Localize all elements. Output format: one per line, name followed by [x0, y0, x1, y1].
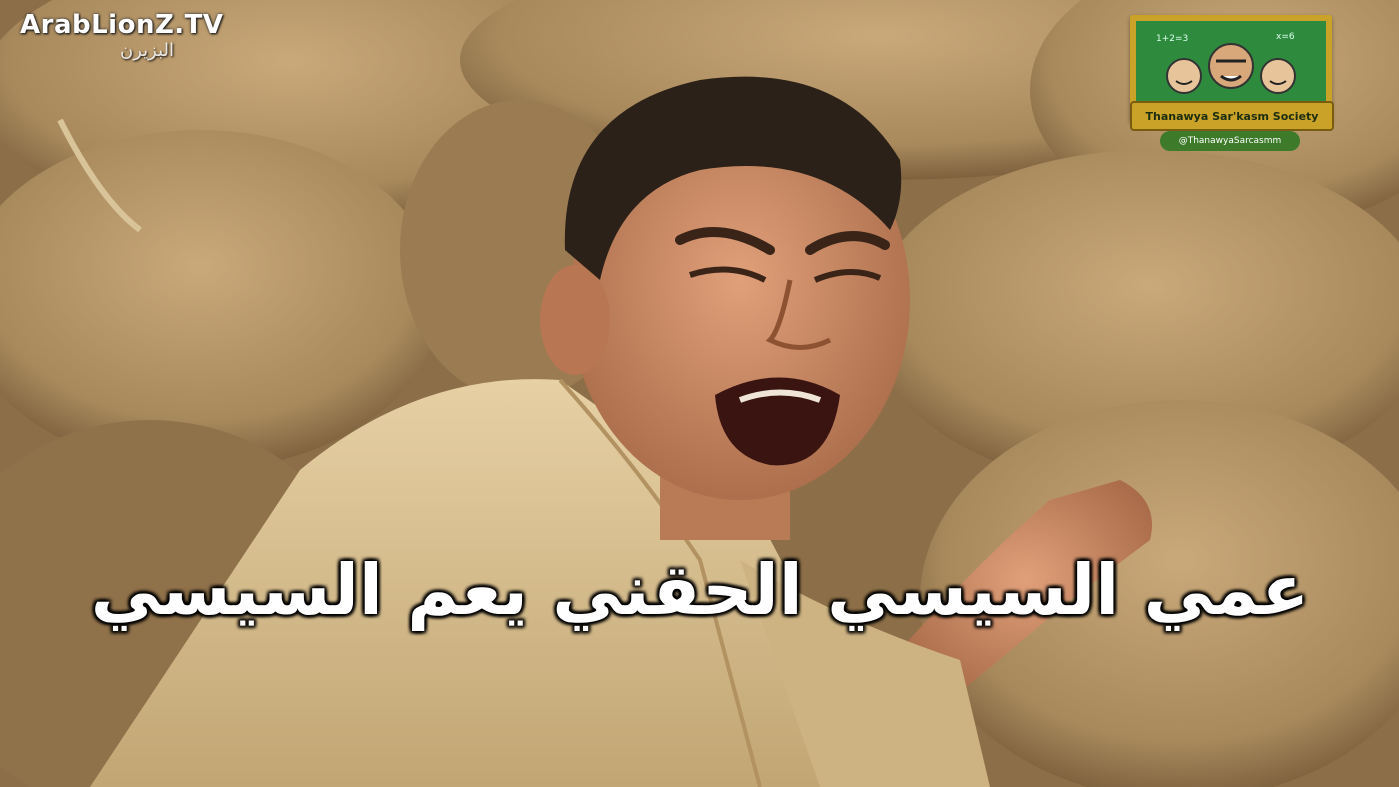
logo-banner: Thanawya Sar'kasm Society [1130, 101, 1334, 131]
watermark-brand: ArabLionZ.TV [20, 10, 224, 40]
svg-text:x=6: x=6 [1276, 32, 1295, 42]
watermark-channel: البزيرن [120, 40, 175, 61]
logo-handle: @ThanawyaSarcasmm [1160, 131, 1300, 151]
society-logo [1120, 5, 1335, 165]
meme-caption: عمي السيسي الحقني يعم السيسي [90, 549, 1310, 631]
ear [540, 265, 610, 375]
svg-text:1+2=3: 1+2=3 [1156, 34, 1189, 44]
